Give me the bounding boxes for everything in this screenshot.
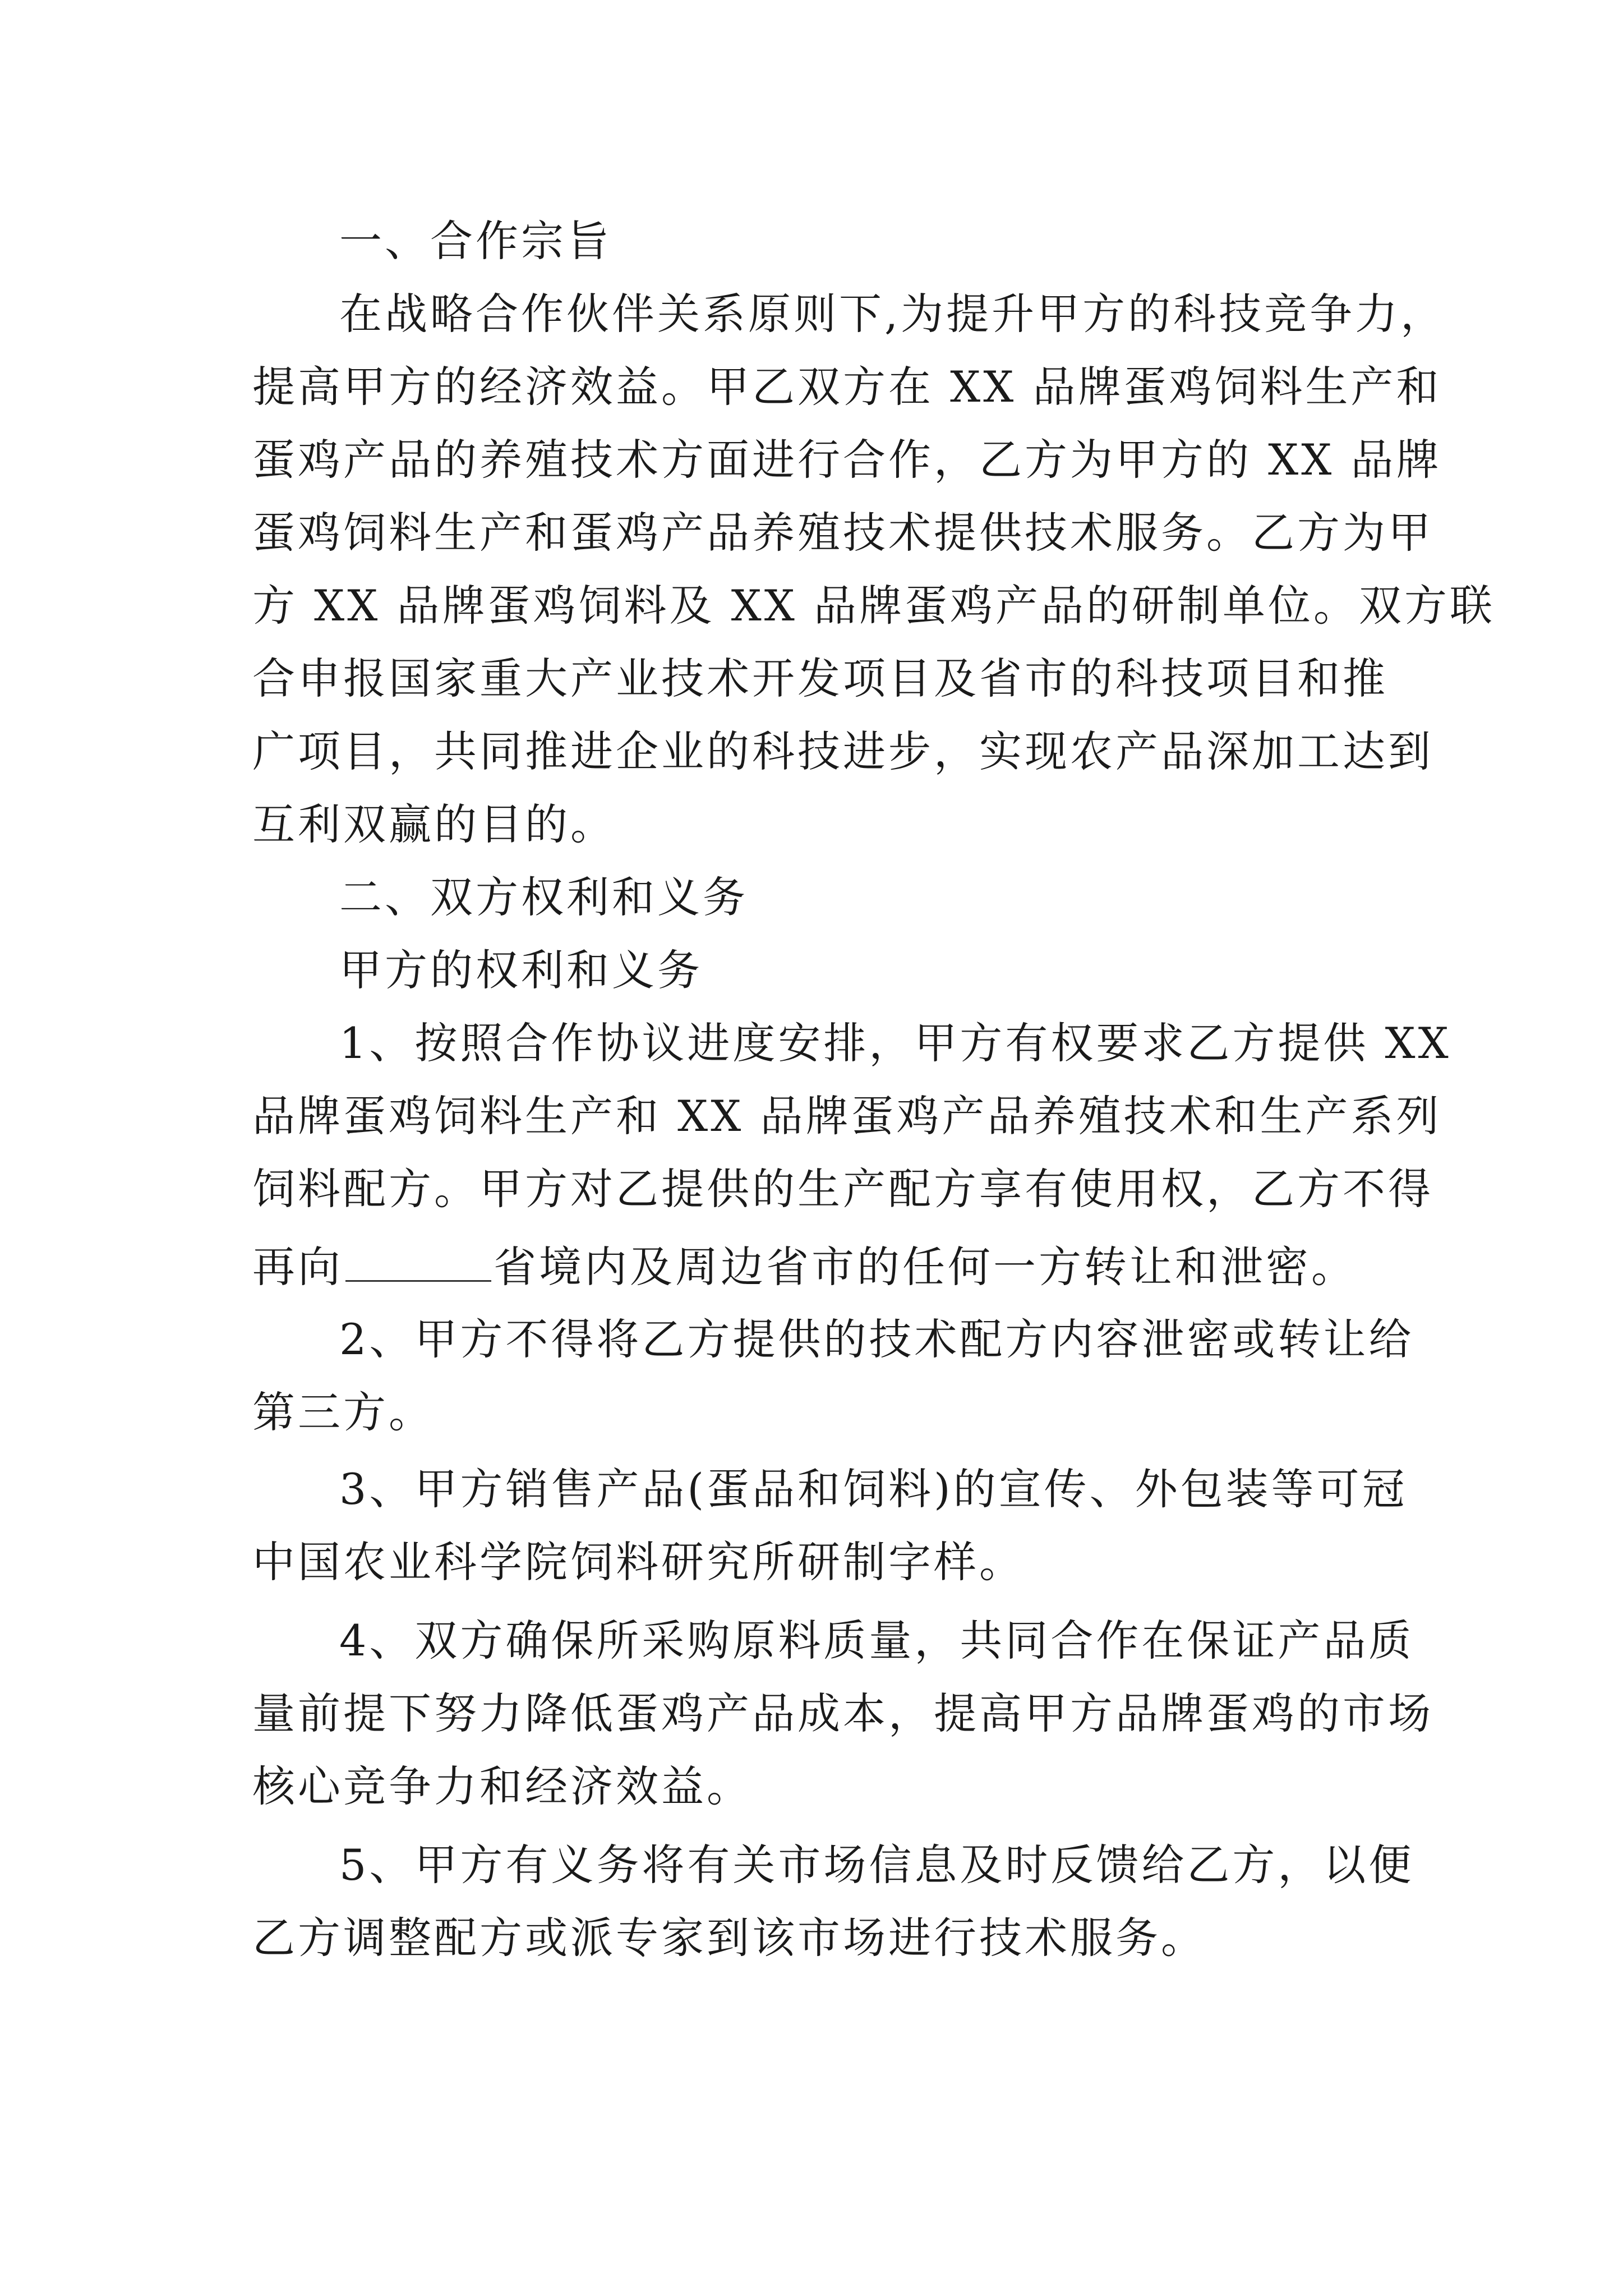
paragraph-line: 在战略合作伙伴关系原则下,为提升甲方的科技竞争力， [339, 289, 1446, 339]
item2-line: 2、甲方不得将乙方提供的技术配方内容泄密或转让给 [339, 1314, 1414, 1364]
section2-subheading: 甲方的权利和义务 [339, 945, 703, 995]
paragraph-line: 广项目，共同推进企业的科技进步，实现农产品深加工达到 [252, 726, 1433, 776]
item1-line: 饲料配方。甲方对乙提供的生产配方享有使用权，乙方不得 [252, 1164, 1433, 1214]
item4-line: 核心竞争力和经济效益。 [252, 1761, 752, 1811]
item1-last-prefix: 再向 [252, 1242, 343, 1292]
item1-last-line [252, 1241, 1374, 1292]
item3-line: 中国农业科学院饲料研究所研制字样。 [252, 1537, 1025, 1587]
paragraph-line: 互利双赢的目的。 [252, 799, 616, 849]
paragraph-line: 合申报国家重大产业技术开发项目及省市的科技项目和推 [252, 654, 1388, 703]
item2-line: 第三方。 [252, 1387, 434, 1437]
item5-line: 乙方调整配方或派专家到该市场进行技术服务。 [252, 1913, 1206, 1963]
item5-line: 5、甲方有义务将有关市场信息及时反馈给乙方，以便 [339, 1840, 1414, 1890]
item3-line: 3、甲方销售产品(蛋品和饲料)的宣传、外包装等可冠 [339, 1464, 1408, 1514]
paragraph-line: 方 XX 品牌蛋鸡饲料及 XX 品牌蛋鸡产品的研制单位。双方联 [252, 581, 1496, 631]
item1-line: 品牌蛋鸡饲料生产和 XX 品牌蛋鸡产品养殖技术和生产系列 [252, 1091, 1442, 1141]
paragraph-line: 蛋鸡产品的养殖技术方面进行合作，乙方为甲方的 XX 品牌 [252, 435, 1442, 485]
paragraph-line: 蛋鸡饲料生产和蛋鸡产品养殖技术提供技术服务。乙方为甲 [252, 508, 1433, 558]
fill-in-blank [345, 1241, 491, 1282]
item4-line: 4、双方确保所采购原料质量，共同合作在保证产品质 [339, 1616, 1414, 1665]
item1-last-suffix: 省境内及周边省市的任何一方转让和泄密。 [494, 1242, 1357, 1292]
item1-line: 1、按照合作协议进度安排，甲方有权要求乙方提供 XX [339, 1018, 1451, 1068]
section2-heading: 二、双方权利和义务 [339, 872, 748, 922]
item4-line: 量前提下努力降低蛋鸡产品成本，提高甲方品牌蛋鸡的市场 [252, 1688, 1433, 1738]
paragraph-line: 提高甲方的经济效益。甲乙双方在 XX 品牌蛋鸡饲料生产和 [252, 362, 1442, 412]
section1-heading: 一、合作宗旨 [339, 216, 612, 266]
